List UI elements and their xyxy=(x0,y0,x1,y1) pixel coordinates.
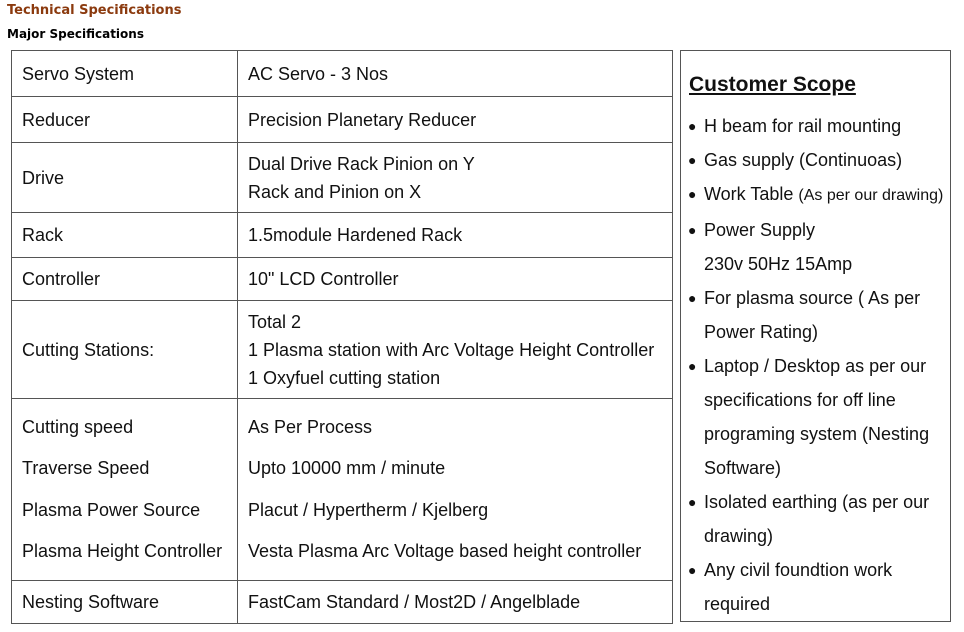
table-row xyxy=(12,143,673,213)
table-row xyxy=(12,213,673,258)
spec-value-line: 1 Oxyfuel cutting station xyxy=(248,367,441,388)
spec-value: 1.5module Hardened Rack xyxy=(238,213,673,258)
bullet-icon: ● xyxy=(688,290,697,306)
spec-value-line: Dual Drive Rack Pinion on Y xyxy=(248,153,475,174)
list-item-text: H beam for rail mounting xyxy=(704,116,902,136)
list-item-continuation: drawing) xyxy=(704,526,774,546)
spec-label: Drive xyxy=(12,143,238,213)
table-row xyxy=(12,399,673,581)
list-item-text: Power Supply xyxy=(704,220,816,240)
list-item-text: Gas supply (Continuoas) xyxy=(704,150,903,170)
spec-label: Rack xyxy=(12,213,238,258)
spec-value-line: Placut / Hypertherm / Kjelberg xyxy=(248,499,489,520)
list-item-text: For plasma source ( As per xyxy=(704,288,921,308)
list-item xyxy=(688,109,950,143)
table-row xyxy=(12,301,673,399)
spec-value: FastCam Standard / Most2D / Angelblade xyxy=(238,581,673,624)
spec-value-line: As Per Process xyxy=(248,416,373,437)
spec-label xyxy=(12,399,238,581)
spec-label-line: Plasma Height Controller xyxy=(22,541,223,561)
list-item-text: Work Table xyxy=(704,184,794,204)
list-item-note: (As per our drawing) xyxy=(798,187,944,204)
bullet-icon: ● xyxy=(688,494,697,510)
section-title: Technical Specifications xyxy=(7,3,182,18)
table-row xyxy=(12,258,673,301)
list-item-continuation: 230v 50Hz 15Amp xyxy=(704,254,853,274)
list-item xyxy=(688,553,950,621)
specifications-table xyxy=(11,50,673,624)
spec-label: Reducer xyxy=(12,97,238,143)
spec-label: Nesting Software xyxy=(12,581,238,624)
bullet-icon: ● xyxy=(688,222,697,238)
spec-label: Cutting Stations: xyxy=(12,301,238,399)
spec-value xyxy=(238,143,673,213)
spec-label: Controller xyxy=(12,258,238,301)
spec-value xyxy=(238,301,673,399)
bullet-icon: ● xyxy=(688,186,697,202)
bullet-icon: ● xyxy=(688,358,697,374)
spec-value-line: Upto 10000 mm / minute xyxy=(248,458,446,478)
spec-value-line: 1 Plasma station with Arc Voltage Height Controller xyxy=(248,339,655,360)
list-item-continuation: required xyxy=(704,594,771,614)
spec-value: 10" LCD Controller xyxy=(238,258,673,301)
list-item xyxy=(688,213,950,281)
list-item-continuation: Power Rating) xyxy=(704,322,819,342)
spec-label: Servo System xyxy=(12,51,238,97)
spec-value-line: Vesta Plasma Arc Voltage based height controller xyxy=(248,541,642,561)
bullet-icon: ● xyxy=(688,118,697,134)
spec-label-line: Plasma Power Source xyxy=(22,499,201,520)
list-item-continuation: specifications for off line xyxy=(704,390,896,410)
table-row xyxy=(12,97,673,143)
spec-value-line: Total 2 xyxy=(248,311,302,332)
bullet-icon: ● xyxy=(688,152,697,168)
spec-value: Precision Planetary Reducer xyxy=(238,97,673,143)
spec-value xyxy=(238,399,673,581)
customer-scope-panel xyxy=(680,50,951,622)
customer-scope-title: Customer Scope xyxy=(689,73,856,96)
list-item-text: Laptop / Desktop as per our xyxy=(704,356,927,376)
spec-value-line: Rack and Pinion on X xyxy=(248,181,422,202)
list-item xyxy=(688,349,950,485)
bullet-icon: ● xyxy=(688,562,697,578)
table-row xyxy=(12,581,673,624)
table-row xyxy=(12,51,673,97)
list-item xyxy=(688,281,950,349)
spec-label-line: Cutting speed xyxy=(22,416,134,437)
list-item-text: Any civil foundtion work xyxy=(704,560,893,580)
list-item-continuation: programing system (Nesting xyxy=(704,424,930,444)
list-item-continuation: Software) xyxy=(704,458,782,478)
list-item-text: Isolated earthing (as per our xyxy=(704,492,930,512)
list-item xyxy=(688,177,950,213)
section-subtitle: Major Specifications xyxy=(7,27,144,41)
list-item xyxy=(688,485,950,553)
spec-label-line: Traverse Speed xyxy=(22,458,150,478)
spec-value: AC Servo - 3 Nos xyxy=(238,51,673,97)
list-item xyxy=(688,143,950,177)
customer-scope-list xyxy=(688,109,950,621)
